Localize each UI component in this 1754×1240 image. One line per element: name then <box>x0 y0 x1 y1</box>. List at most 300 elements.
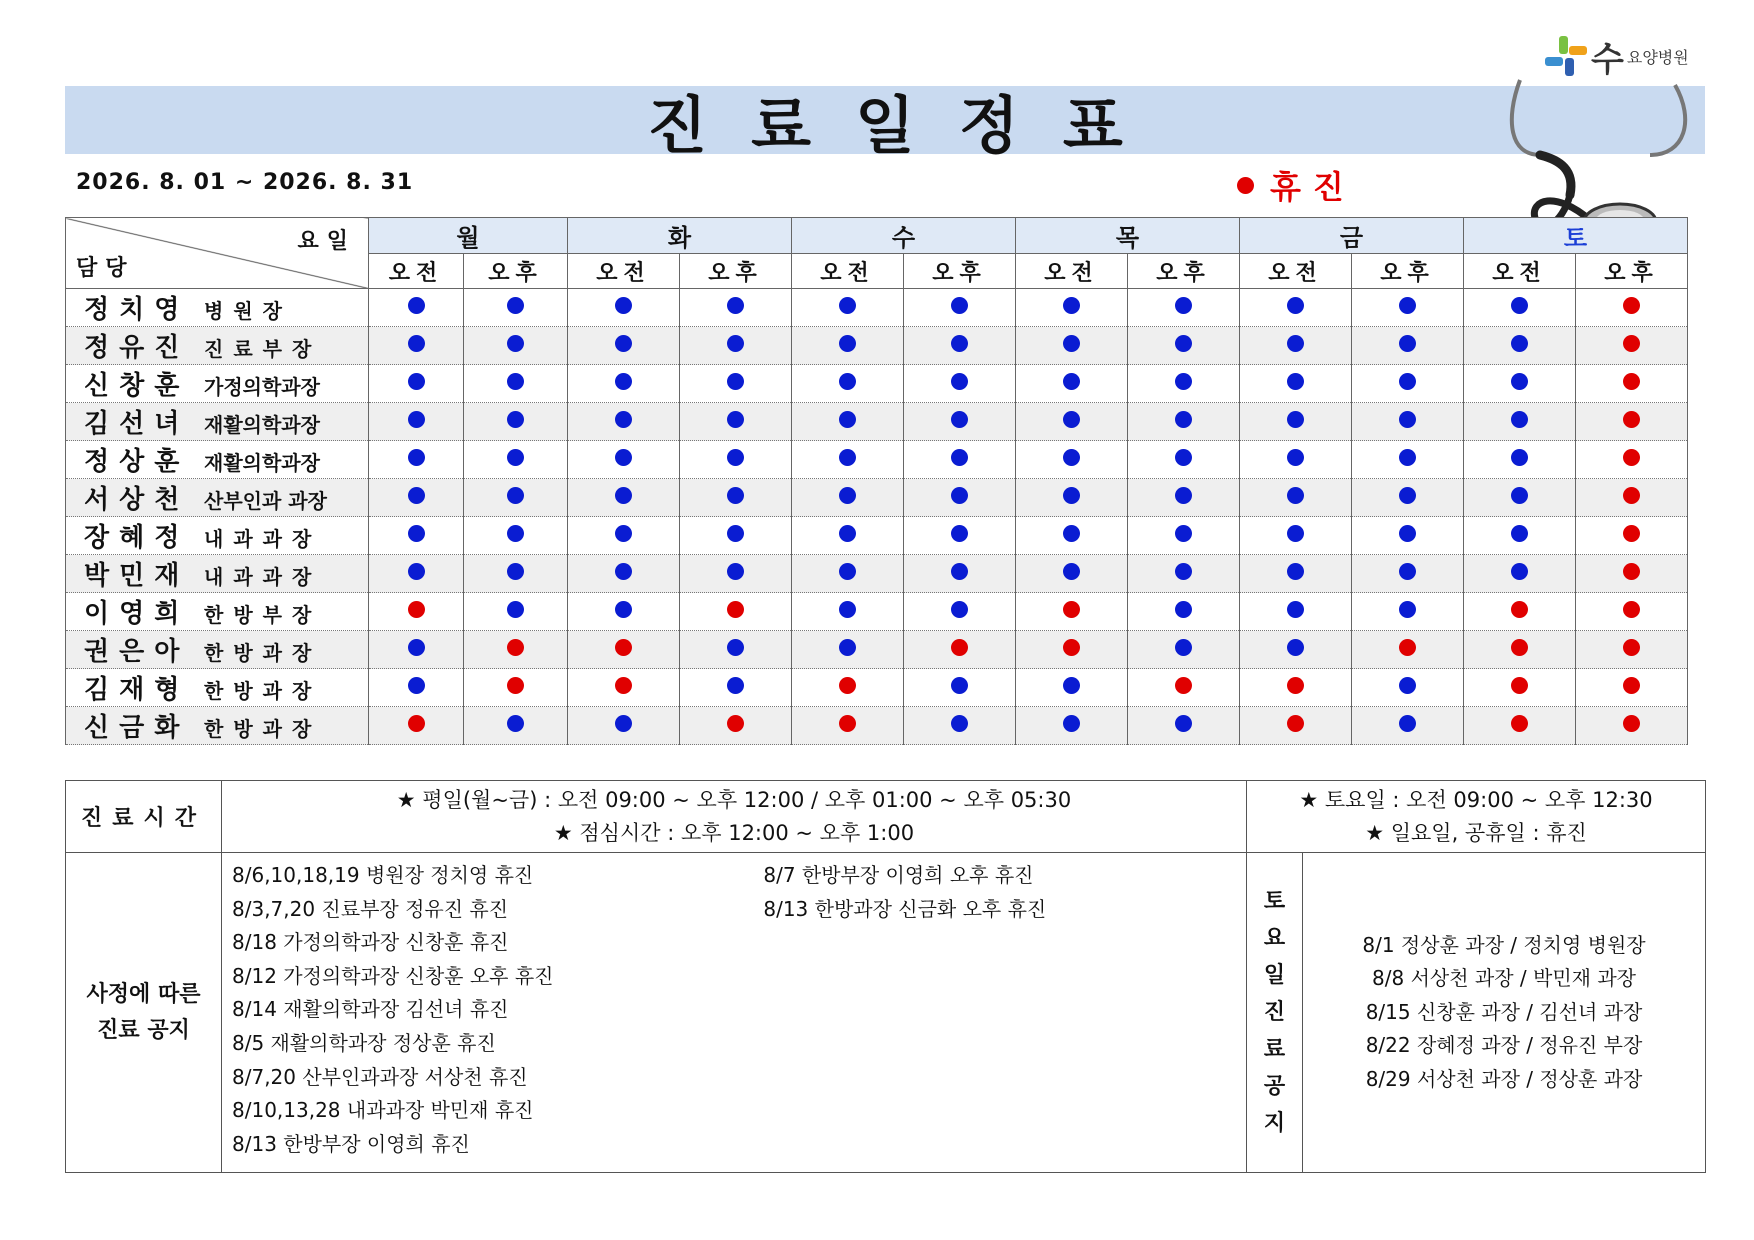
open-dot-icon <box>727 411 744 428</box>
legend <box>1237 162 1356 208</box>
slot-cell <box>369 327 464 365</box>
notice-label: 사정에 따른 진료 공지 <box>66 853 222 1173</box>
open-dot-icon <box>951 335 968 352</box>
slot-cell <box>1352 555 1464 593</box>
open-dot-icon <box>1063 677 1080 694</box>
slot-cell <box>1576 365 1688 403</box>
half-am: 오전 <box>568 254 680 289</box>
open-dot-icon <box>408 677 425 694</box>
closed-dot-icon <box>1623 487 1640 504</box>
slot-cell <box>464 403 568 441</box>
doctor-name-cell <box>66 403 369 441</box>
notice-item: 8/7 한방부장 이영희 오후 휴진 <box>763 863 1034 887</box>
doctor-name: 정상훈 <box>84 447 190 477</box>
saturday-label-char: 일 <box>1263 963 1286 988</box>
open-dot-icon <box>507 373 524 390</box>
slot-cell <box>1576 327 1688 365</box>
open-dot-icon <box>507 335 524 352</box>
slot-cell <box>1128 365 1240 403</box>
slot-cell <box>904 365 1016 403</box>
open-dot-icon <box>408 639 425 656</box>
slot-cell <box>1128 593 1240 631</box>
slot-cell <box>792 555 904 593</box>
slot-cell <box>1576 441 1688 479</box>
open-dot-icon <box>727 639 744 656</box>
slot-cell <box>1128 289 1240 327</box>
open-dot-icon <box>951 297 968 314</box>
slot-cell <box>1240 289 1352 327</box>
open-dot-icon <box>408 487 425 504</box>
open-dot-icon <box>408 335 425 352</box>
slot-cell <box>1240 631 1352 669</box>
slot-cell <box>1240 593 1352 631</box>
schedule-table <box>65 217 1688 745</box>
saturday-notice-item: 8/8 서상천 과장 / 박민재 과장 <box>1372 966 1636 991</box>
slot-cell <box>680 631 792 669</box>
open-dot-icon <box>1511 373 1528 390</box>
hours-label: 진료시간 <box>66 781 222 853</box>
closed-dot-icon <box>615 639 632 656</box>
closed-dot-icon <box>1623 715 1640 732</box>
notice-list <box>222 853 1247 1173</box>
open-dot-icon <box>1063 411 1080 428</box>
slot-cell <box>792 707 904 745</box>
slot-cell <box>680 669 792 707</box>
slot-cell <box>904 669 1016 707</box>
slot-cell <box>680 403 792 441</box>
open-dot-icon <box>615 449 632 466</box>
doctor-name-cell <box>66 669 369 707</box>
open-dot-icon <box>1175 563 1192 580</box>
slot-cell <box>1464 403 1576 441</box>
open-dot-icon <box>1511 449 1528 466</box>
slot-cell <box>792 365 904 403</box>
saturday-notice-item: 8/29 서상천 과장 / 정상훈 과장 <box>1365 1066 1643 1091</box>
doctor-row <box>66 593 1688 631</box>
lunch-hours-text: ★ 점심시간 : 오후 12:00 ~ 오후 1:00 <box>553 820 915 845</box>
saturday-notice-item: 8/1 정상훈 과장 / 정치영 병원장 <box>1362 932 1646 957</box>
open-dot-icon <box>615 297 632 314</box>
slot-cell <box>792 403 904 441</box>
doctor-name-cell <box>66 289 369 327</box>
open-dot-icon <box>1175 487 1192 504</box>
open-dot-icon <box>1287 335 1304 352</box>
notice-item: 8/12 가정의학과장 신창훈 오후 휴진 <box>232 963 554 988</box>
slot-cell <box>369 555 464 593</box>
open-dot-icon <box>727 335 744 352</box>
slot-cell <box>904 593 1016 631</box>
red-dot-icon <box>1237 177 1254 194</box>
slot-cell <box>1240 517 1352 555</box>
slot-cell <box>1016 631 1128 669</box>
slot-cell <box>904 555 1016 593</box>
legend-label: 휴진 <box>1270 168 1356 206</box>
notice-item: 8/5 재활의학과장 정상훈 휴진 <box>232 1030 496 1055</box>
closed-dot-icon <box>1511 715 1528 732</box>
slot-cell <box>904 707 1016 745</box>
open-dot-icon <box>507 601 524 618</box>
closed-dot-icon <box>408 601 425 618</box>
weekday-hours-text: ★ 평일(월~금) : 오전 09:00 ~ 오후 12:00 / 오후 01:00 ~ 오후 05:30 <box>396 787 1072 812</box>
slot-cell <box>1128 479 1240 517</box>
slot-cell <box>1128 327 1240 365</box>
open-dot-icon <box>727 373 744 390</box>
closed-dot-icon <box>1399 639 1416 656</box>
slot-cell <box>1016 669 1128 707</box>
slot-cell <box>1352 517 1464 555</box>
open-dot-icon <box>727 487 744 504</box>
slot-cell <box>1240 441 1352 479</box>
doctor-name: 서상천 <box>84 485 190 515</box>
open-dot-icon <box>1287 487 1304 504</box>
slot-cell <box>1576 289 1688 327</box>
slot-cell <box>680 593 792 631</box>
open-dot-icon <box>507 411 524 428</box>
closed-dot-icon <box>1623 373 1640 390</box>
doctor-name: 권은아 <box>84 637 190 667</box>
doctor-name: 이영희 <box>84 599 190 629</box>
slot-cell <box>1352 365 1464 403</box>
doctor-row <box>66 707 1688 745</box>
open-dot-icon <box>1063 525 1080 542</box>
slot-cell <box>568 707 680 745</box>
doctor-row <box>66 517 1688 555</box>
doctor-title: 한방부장 <box>204 603 322 627</box>
open-dot-icon <box>1399 677 1416 694</box>
slot-cell <box>369 441 464 479</box>
slot-cell <box>464 327 568 365</box>
slot-cell <box>568 403 680 441</box>
doctor-name-cell <box>66 479 369 517</box>
slot-cell <box>369 517 464 555</box>
doctor-title: 병원장 <box>204 299 292 323</box>
saturday-hours-text: ★ 토요일 : 오전 09:00 ~ 오후 12:30 <box>1299 787 1653 812</box>
open-dot-icon <box>839 449 856 466</box>
closed-dot-icon <box>1623 601 1640 618</box>
slot-cell <box>464 593 568 631</box>
doctor-title: 재활의학과장 <box>204 451 320 475</box>
slot-cell <box>464 707 568 745</box>
page-title: 진료일정표 <box>647 88 1167 162</box>
notice-item: 8/3,7,20 진료부장 정유진 휴진 <box>232 896 509 921</box>
open-dot-icon <box>507 525 524 542</box>
slot-cell <box>1240 669 1352 707</box>
logo-char: 수 <box>1591 39 1624 80</box>
closed-dot-icon <box>408 715 425 732</box>
doctor-row <box>66 631 1688 669</box>
half-am: 오전 <box>1240 254 1352 289</box>
open-dot-icon <box>1511 411 1528 428</box>
saturday-notice-label <box>1247 853 1303 1173</box>
slot-cell <box>904 479 1016 517</box>
slot-cell <box>904 517 1016 555</box>
closed-dot-icon <box>1623 677 1640 694</box>
open-dot-icon <box>839 563 856 580</box>
open-dot-icon <box>1175 373 1192 390</box>
open-dot-icon <box>1175 639 1192 656</box>
closed-dot-icon <box>1623 639 1640 656</box>
saturday-label-char: 료 <box>1263 1037 1286 1062</box>
open-dot-icon <box>1287 297 1304 314</box>
closed-dot-icon <box>1511 601 1528 618</box>
open-dot-icon <box>1399 335 1416 352</box>
slot-cell <box>1016 289 1128 327</box>
notice-list-right <box>763 859 1046 926</box>
saturday-label-char: 요 <box>1263 926 1286 951</box>
slot-cell <box>1240 327 1352 365</box>
notice-item: 8/7,20 산부인과과장 서상천 휴진 <box>232 1064 528 1089</box>
saturday-notice-list <box>1303 853 1706 1173</box>
slot-cell <box>568 441 680 479</box>
closed-dot-icon <box>1623 297 1640 314</box>
open-dot-icon <box>839 411 856 428</box>
slot-cell <box>1464 289 1576 327</box>
closed-dot-icon <box>1623 411 1640 428</box>
slot-cell <box>1016 555 1128 593</box>
slot-cell <box>1128 517 1240 555</box>
open-dot-icon <box>1399 563 1416 580</box>
open-dot-icon <box>1175 525 1192 542</box>
slot-cell <box>464 289 568 327</box>
slot-cell <box>1352 403 1464 441</box>
saturday-label-char: 토 <box>1263 889 1286 914</box>
open-dot-icon <box>1511 335 1528 352</box>
slot-cell <box>464 555 568 593</box>
schedule-period: 2026. 8. 01 ~ 2026. 8. 31 <box>76 170 414 195</box>
slot-cell <box>1240 707 1352 745</box>
open-dot-icon <box>408 297 425 314</box>
open-dot-icon <box>1287 525 1304 542</box>
closed-dot-icon <box>615 677 632 694</box>
day-wed: 수 <box>792 218 1016 254</box>
open-dot-icon <box>615 525 632 542</box>
half-pm: 오후 <box>1576 254 1688 289</box>
day-sat: 토 <box>1464 218 1688 254</box>
notice-item: 8/13 한방부장 이영희 휴진 <box>232 1131 470 1156</box>
slot-cell <box>464 365 568 403</box>
slot-cell <box>568 593 680 631</box>
slot-cell <box>568 555 680 593</box>
half-pm: 오후 <box>904 254 1016 289</box>
open-dot-icon <box>951 601 968 618</box>
open-dot-icon <box>615 487 632 504</box>
slot-cell <box>904 631 1016 669</box>
open-dot-icon <box>1511 297 1528 314</box>
slot-cell <box>369 403 464 441</box>
doctor-row <box>66 289 1688 327</box>
doctor-name: 신창훈 <box>84 371 190 401</box>
slot-cell <box>680 479 792 517</box>
slot-cell <box>1128 707 1240 745</box>
slot-cell <box>1016 707 1128 745</box>
open-dot-icon <box>507 487 524 504</box>
doctor-name: 정치영 <box>84 295 190 325</box>
open-dot-icon <box>1287 411 1304 428</box>
slot-cell <box>1576 517 1688 555</box>
slot-cell <box>1016 479 1128 517</box>
open-dot-icon <box>727 449 744 466</box>
slot-cell <box>1128 403 1240 441</box>
doctor-title: 진료부장 <box>204 337 322 361</box>
slot-cell <box>1352 707 1464 745</box>
doctor-title: 한방과장 <box>204 717 322 741</box>
open-dot-icon <box>951 373 968 390</box>
slot-cell <box>792 289 904 327</box>
doctor-title: 한방과장 <box>204 641 322 665</box>
open-dot-icon <box>408 411 425 428</box>
slot-cell <box>1464 479 1576 517</box>
slot-cell <box>1016 593 1128 631</box>
closed-dot-icon <box>1287 677 1304 694</box>
saturday-label-char: 지 <box>1263 1111 1286 1136</box>
open-dot-icon <box>727 677 744 694</box>
open-dot-icon <box>951 563 968 580</box>
slot-cell <box>1016 327 1128 365</box>
saturday-notice-item: 8/15 신창훈 과장 / 김선녀 과장 <box>1365 999 1643 1024</box>
header-corner <box>66 218 369 289</box>
half-am: 오전 <box>1464 254 1576 289</box>
doctor-row <box>66 441 1688 479</box>
saturday-label-char: 진 <box>1263 1000 1286 1025</box>
slot-cell <box>1464 327 1576 365</box>
closed-dot-icon <box>1063 601 1080 618</box>
slot-cell <box>1576 479 1688 517</box>
slot-cell <box>1240 555 1352 593</box>
doctor-name: 신금화 <box>84 713 190 743</box>
open-dot-icon <box>507 715 524 732</box>
slot-cell <box>904 327 1016 365</box>
open-dot-icon <box>839 487 856 504</box>
corner-day-label: 요일 <box>297 229 356 254</box>
slot-cell <box>369 365 464 403</box>
slot-cell <box>464 441 568 479</box>
open-dot-icon <box>1399 449 1416 466</box>
slot-cell <box>1352 593 1464 631</box>
slot-cell <box>680 441 792 479</box>
slot-cell <box>1128 669 1240 707</box>
open-dot-icon <box>1063 487 1080 504</box>
half-am: 오전 <box>369 254 464 289</box>
slot-cell <box>792 517 904 555</box>
slot-cell <box>1352 479 1464 517</box>
doctor-name: 정유진 <box>84 333 190 363</box>
slot-cell <box>464 479 568 517</box>
slot-cell <box>1016 365 1128 403</box>
closed-dot-icon <box>1511 639 1528 656</box>
doctor-name-cell <box>66 517 369 555</box>
open-dot-icon <box>1399 525 1416 542</box>
slot-cell <box>792 631 904 669</box>
open-dot-icon <box>1399 487 1416 504</box>
slot-cell <box>680 555 792 593</box>
doctor-name: 박민재 <box>84 561 190 591</box>
slot-cell <box>1128 441 1240 479</box>
notice-item: 8/6,10,18,19 병원장 정치영 휴진 <box>232 863 534 887</box>
slot-cell <box>1464 669 1576 707</box>
slot-cell <box>464 631 568 669</box>
doctor-title: 내과과장 <box>204 565 322 589</box>
slot-cell <box>1352 289 1464 327</box>
doctor-name-cell <box>66 631 369 669</box>
closed-dot-icon <box>1175 677 1192 694</box>
doctor-name-cell <box>66 707 369 745</box>
doctor-title: 한방과장 <box>204 679 322 703</box>
slot-cell <box>369 593 464 631</box>
weekday-hours <box>222 781 1247 853</box>
slot-cell <box>1240 403 1352 441</box>
open-dot-icon <box>1175 601 1192 618</box>
doctor-name-cell <box>66 555 369 593</box>
doctor-row <box>66 403 1688 441</box>
slot-cell <box>568 517 680 555</box>
notice-table <box>65 780 1706 1173</box>
open-dot-icon <box>727 525 744 542</box>
slot-cell <box>1352 441 1464 479</box>
open-dot-icon <box>615 601 632 618</box>
open-dot-icon <box>408 563 425 580</box>
day-fri: 금 <box>1240 218 1464 254</box>
slot-cell <box>1576 707 1688 745</box>
slot-cell <box>369 631 464 669</box>
slot-cell <box>369 707 464 745</box>
slot-cell <box>904 403 1016 441</box>
slot-cell <box>1016 441 1128 479</box>
open-dot-icon <box>839 639 856 656</box>
day-mon: 월 <box>369 218 568 254</box>
doctor-title: 내과과장 <box>204 527 322 551</box>
open-dot-icon <box>1287 449 1304 466</box>
day-tue: 화 <box>568 218 792 254</box>
slot-cell <box>1240 365 1352 403</box>
open-dot-icon <box>1063 715 1080 732</box>
notice-item: 8/13 한방과장 신금화 오후 휴진 <box>763 896 1047 921</box>
slot-cell <box>1464 631 1576 669</box>
slot-cell <box>369 289 464 327</box>
slot-cell <box>464 517 568 555</box>
open-dot-icon <box>1063 297 1080 314</box>
half-am: 오전 <box>792 254 904 289</box>
open-dot-icon <box>1399 373 1416 390</box>
slot-cell <box>369 669 464 707</box>
closed-dot-icon <box>1063 639 1080 656</box>
slot-cell <box>464 669 568 707</box>
slot-cell <box>1576 631 1688 669</box>
open-dot-icon <box>1175 297 1192 314</box>
closed-dot-icon <box>1623 525 1640 542</box>
open-dot-icon <box>839 373 856 390</box>
slot-cell <box>1576 669 1688 707</box>
doctor-name: 김선녀 <box>84 409 190 439</box>
open-dot-icon <box>1511 563 1528 580</box>
open-dot-icon <box>507 297 524 314</box>
doctor-name-cell <box>66 593 369 631</box>
doctor-name: 김재형 <box>84 675 190 705</box>
open-dot-icon <box>1175 411 1192 428</box>
slot-cell <box>792 327 904 365</box>
title-bar <box>65 86 1705 162</box>
open-dot-icon <box>1287 373 1304 390</box>
open-dot-icon <box>951 487 968 504</box>
logo-text: 요양병원 <box>1626 47 1689 67</box>
closed-dot-icon <box>1287 715 1304 732</box>
slot-cell <box>1464 441 1576 479</box>
open-dot-icon <box>615 563 632 580</box>
weekend-hours <box>1247 781 1706 853</box>
slot-cell <box>680 365 792 403</box>
open-dot-icon <box>615 335 632 352</box>
open-dot-icon <box>1287 639 1304 656</box>
open-dot-icon <box>839 335 856 352</box>
